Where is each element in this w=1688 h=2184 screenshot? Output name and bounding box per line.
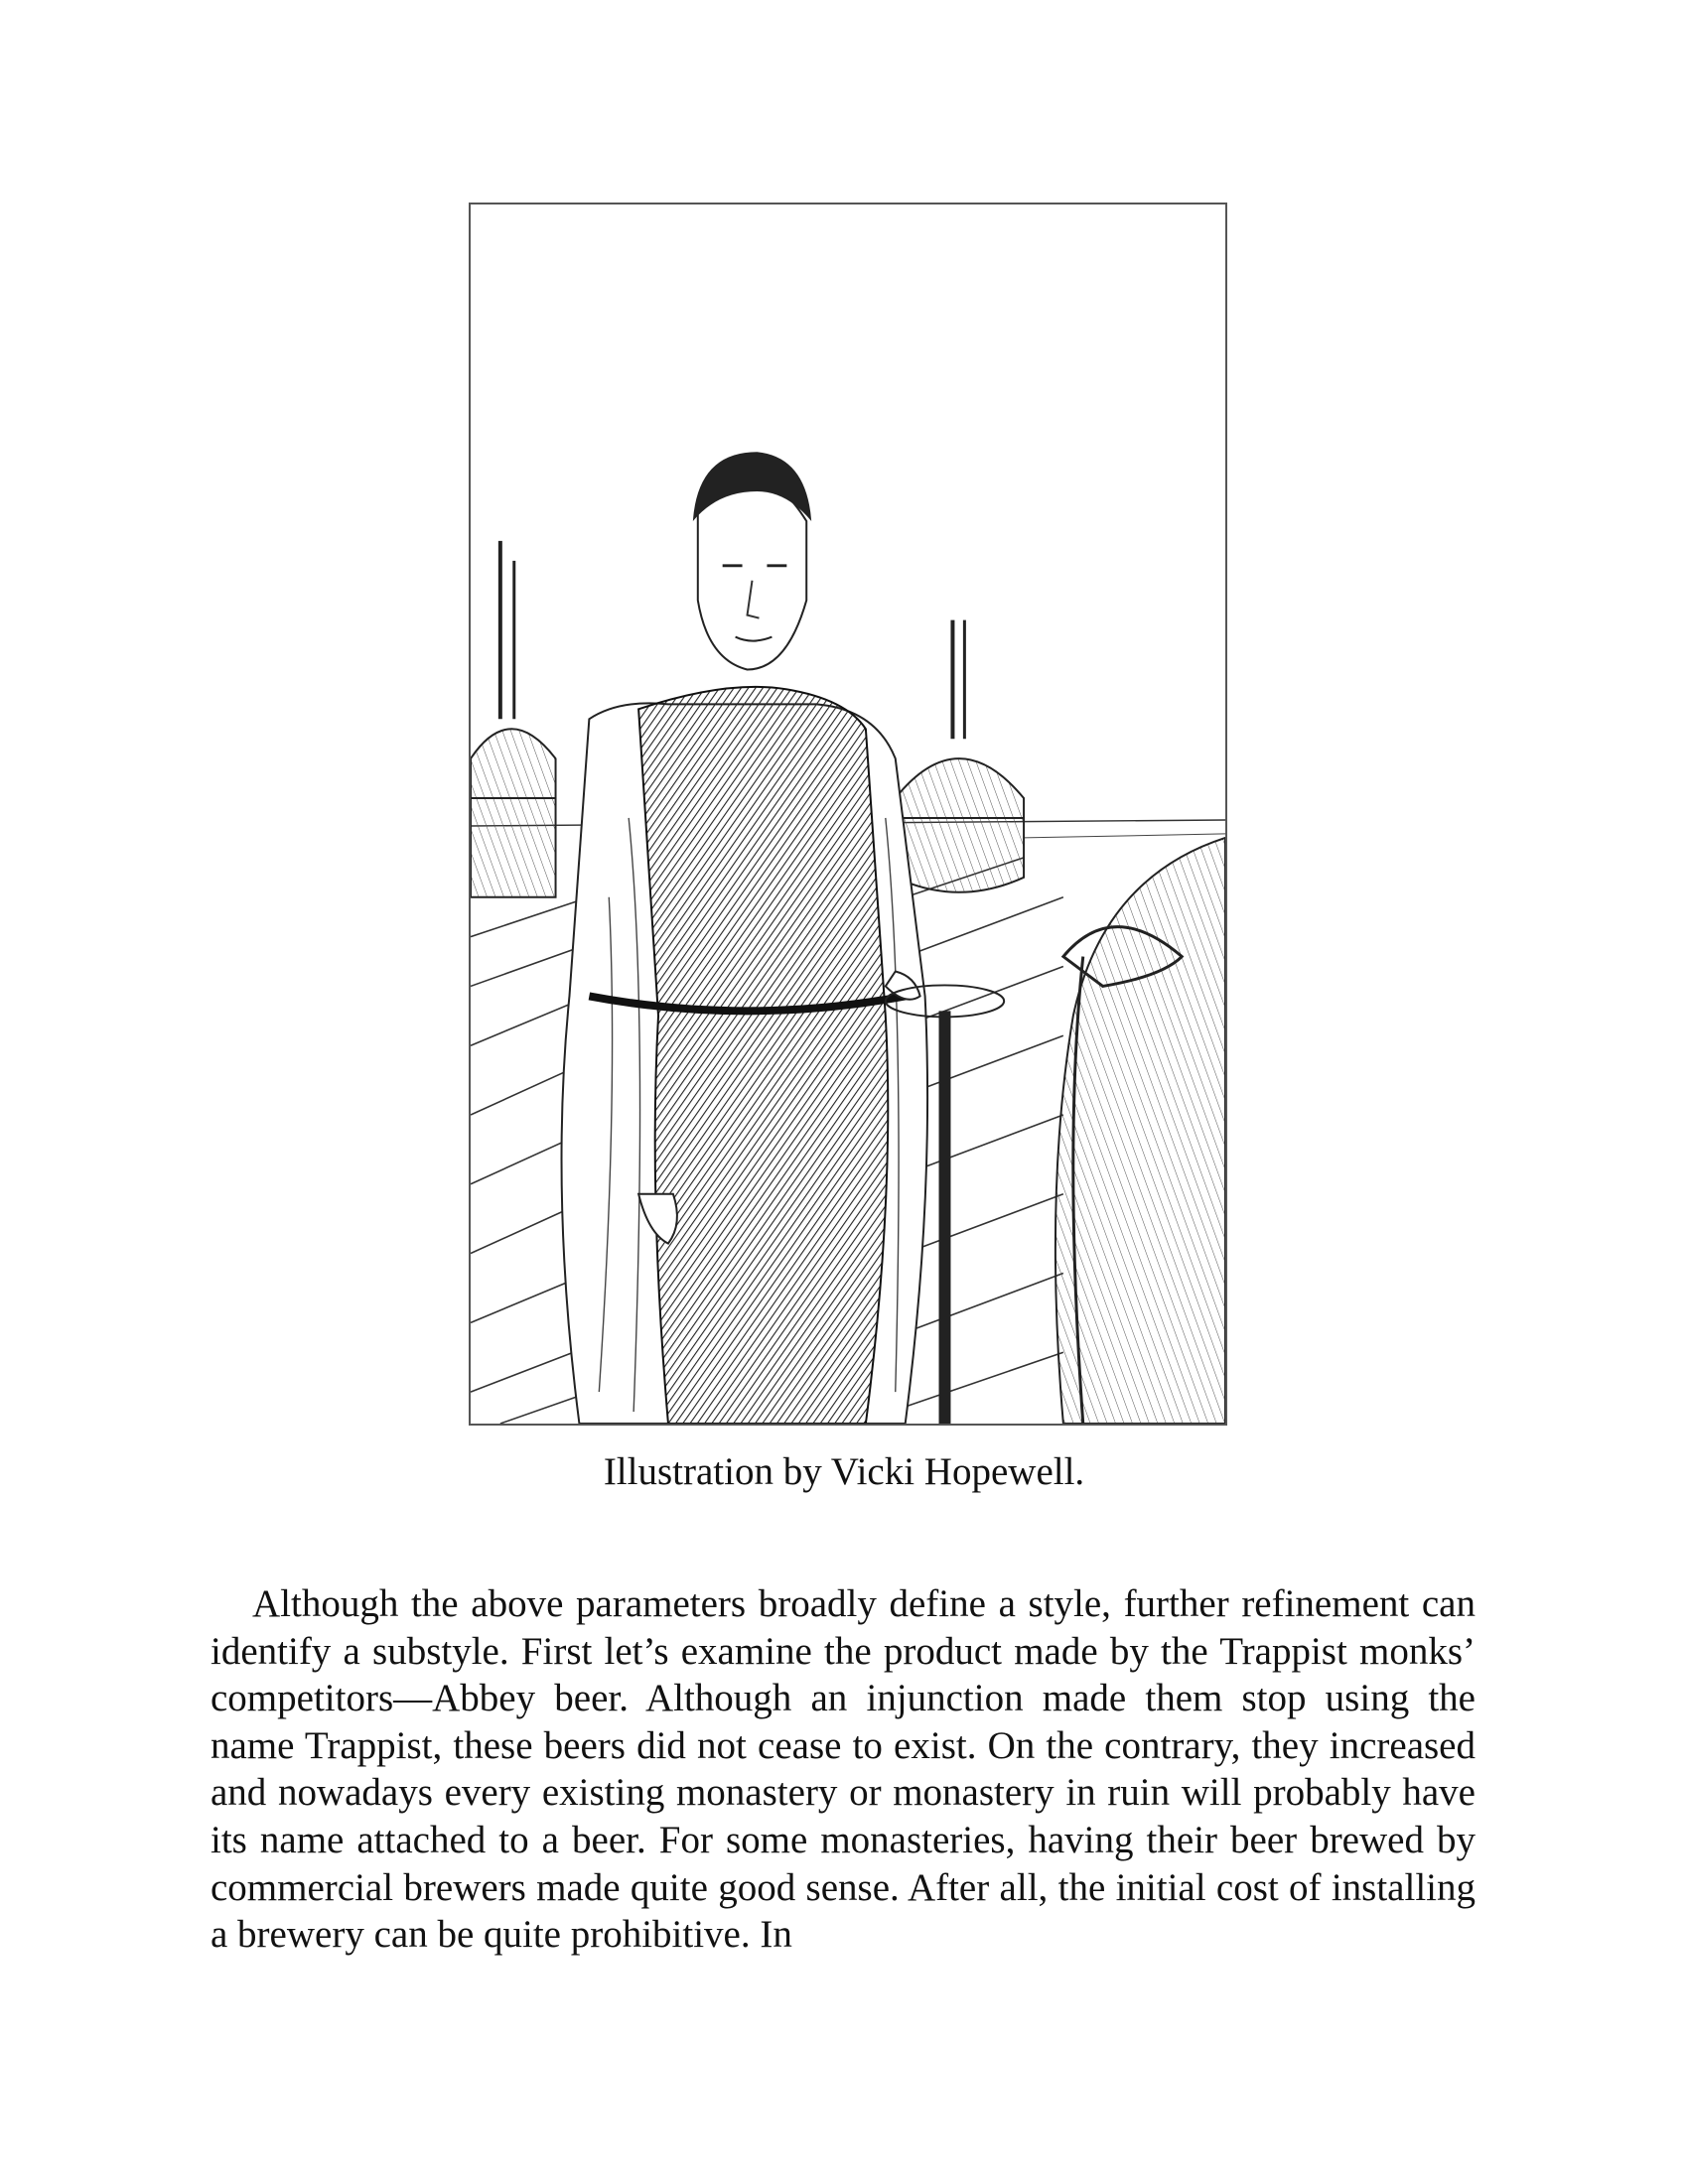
monk-scapular <box>638 687 888 1424</box>
monk-illustration <box>469 203 1227 1426</box>
cask <box>1055 838 1225 1424</box>
figure-caption: Illustration by Vicki Hopewell. <box>603 1450 1085 1493</box>
body-paragraph: Although the above parameters broadly define a style, further refinement can identify a substyle. First let’s examine the product made by the Trappist monks’ competitors—Abbey beer. Although an injunction made them stop using the name Trappist, these beers did not cease to exist. On the contrary, they increased and nowadays every existing monastery or monastery in ruin will probably have its name attached to a beer. For some monasteries, having their beer brewed by commercial brewers made quite good sense. After all, the initial cost of installing a brewery can be quite prohibitive. In <box>211 1582 1476 1957</box>
left-brew-kettle <box>471 541 556 897</box>
monk-head <box>693 452 811 669</box>
right-brew-kettle <box>896 620 1024 892</box>
